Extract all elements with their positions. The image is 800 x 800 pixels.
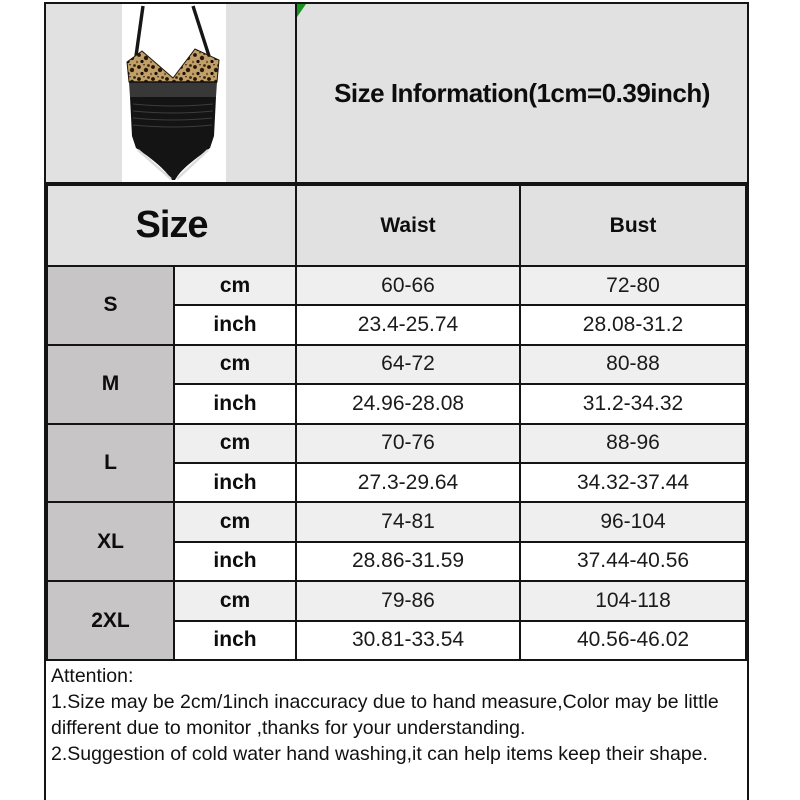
- table-row: [47, 581, 746, 620]
- header-section: [46, 4, 747, 184]
- size-label-xl: XL: [47, 502, 174, 581]
- table-row: [47, 502, 746, 541]
- unit-label-cm: cm: [174, 502, 296, 541]
- swimsuit-leopard-top: [127, 49, 219, 82]
- size-label-2xl: 2XL: [47, 581, 174, 660]
- swimsuit-torso: [130, 97, 216, 136]
- swimsuit-bottom: [132, 136, 214, 180]
- green-corner-marker: [297, 4, 306, 17]
- unit-label-cm: cm: [174, 345, 296, 384]
- table-row: [47, 424, 746, 463]
- title-cell: [297, 4, 747, 182]
- attention-note-line: 2.Suggestion of cold water hand washing,it can help items keep their shape.: [51, 742, 708, 765]
- unit-label-inch: inch: [174, 621, 296, 660]
- m-bust-cm-value: 80-88: [520, 345, 746, 384]
- attention-note-line: different due to monitor ,thanks for your understanding.: [51, 716, 526, 739]
- table-row: [47, 345, 746, 384]
- product-photo-cell: [46, 4, 297, 182]
- unit-label-cm: cm: [174, 424, 296, 463]
- size-label-l: L: [47, 424, 174, 503]
- size-label-s: S: [47, 266, 174, 345]
- xl-waist-inch-value: 28.86-31.59: [296, 542, 520, 581]
- swimsuit-strap-left: [136, 6, 143, 56]
- size-chart-sheet: [44, 2, 749, 800]
- 2xl-waist-cm-value: 79-86: [296, 581, 520, 620]
- product-photo: [122, 4, 226, 182]
- l-bust-inch-value: 34.32-37.44: [520, 463, 746, 502]
- s-waist-cm-value: 60-66: [296, 266, 520, 305]
- 2xl-bust-cm-value: 104-118: [520, 581, 746, 620]
- 2xl-waist-inch-value: 30.81-33.54: [296, 621, 520, 660]
- column-header-size: Size: [47, 185, 296, 266]
- l-waist-cm-value: 70-76: [296, 424, 520, 463]
- swimsuit-image: [122, 4, 226, 182]
- xl-bust-cm-value: 96-104: [520, 502, 746, 541]
- 2xl-bust-inch-value: 40.56-46.02: [520, 621, 746, 660]
- m-waist-cm-value: 64-72: [296, 345, 520, 384]
- xl-bust-inch-value: 37.44-40.56: [520, 542, 746, 581]
- column-header-bust: Bust: [520, 185, 746, 266]
- unit-label-inch: inch: [174, 542, 296, 581]
- swimsuit-strap-right: [193, 6, 209, 56]
- unit-label-inch: inch: [174, 463, 296, 502]
- attention-section: [46, 661, 747, 767]
- size-table: [46, 184, 747, 661]
- xl-waist-cm-value: 74-81: [296, 502, 520, 541]
- s-bust-cm-value: 72-80: [520, 266, 746, 305]
- unit-label-cm: cm: [174, 266, 296, 305]
- unit-label-cm: cm: [174, 581, 296, 620]
- unit-label-inch: inch: [174, 384, 296, 423]
- l-waist-inch-value: 27.3-29.64: [296, 463, 520, 502]
- attention-note-line: 1.Size may be 2cm/1inch inaccuracy due to hand measure,Color may be little: [51, 690, 719, 713]
- swimsuit-mesh-band: [129, 82, 217, 97]
- attention-heading: Attention:: [51, 664, 134, 687]
- table-row: [47, 266, 746, 305]
- column-header-waist: Waist: [296, 185, 520, 266]
- table-header-row: [47, 185, 746, 266]
- s-bust-inch-value: 28.08-31.2: [520, 305, 746, 344]
- l-bust-cm-value: 88-96: [520, 424, 746, 463]
- m-waist-inch-value: 24.96-28.08: [296, 384, 520, 423]
- s-waist-inch-value: 23.4-25.74: [296, 305, 520, 344]
- unit-label-inch: inch: [174, 305, 296, 344]
- page-title: Size Information(1cm=0.39inch): [334, 77, 710, 108]
- m-bust-inch-value: 31.2-34.32: [520, 384, 746, 423]
- size-label-m: M: [47, 345, 174, 424]
